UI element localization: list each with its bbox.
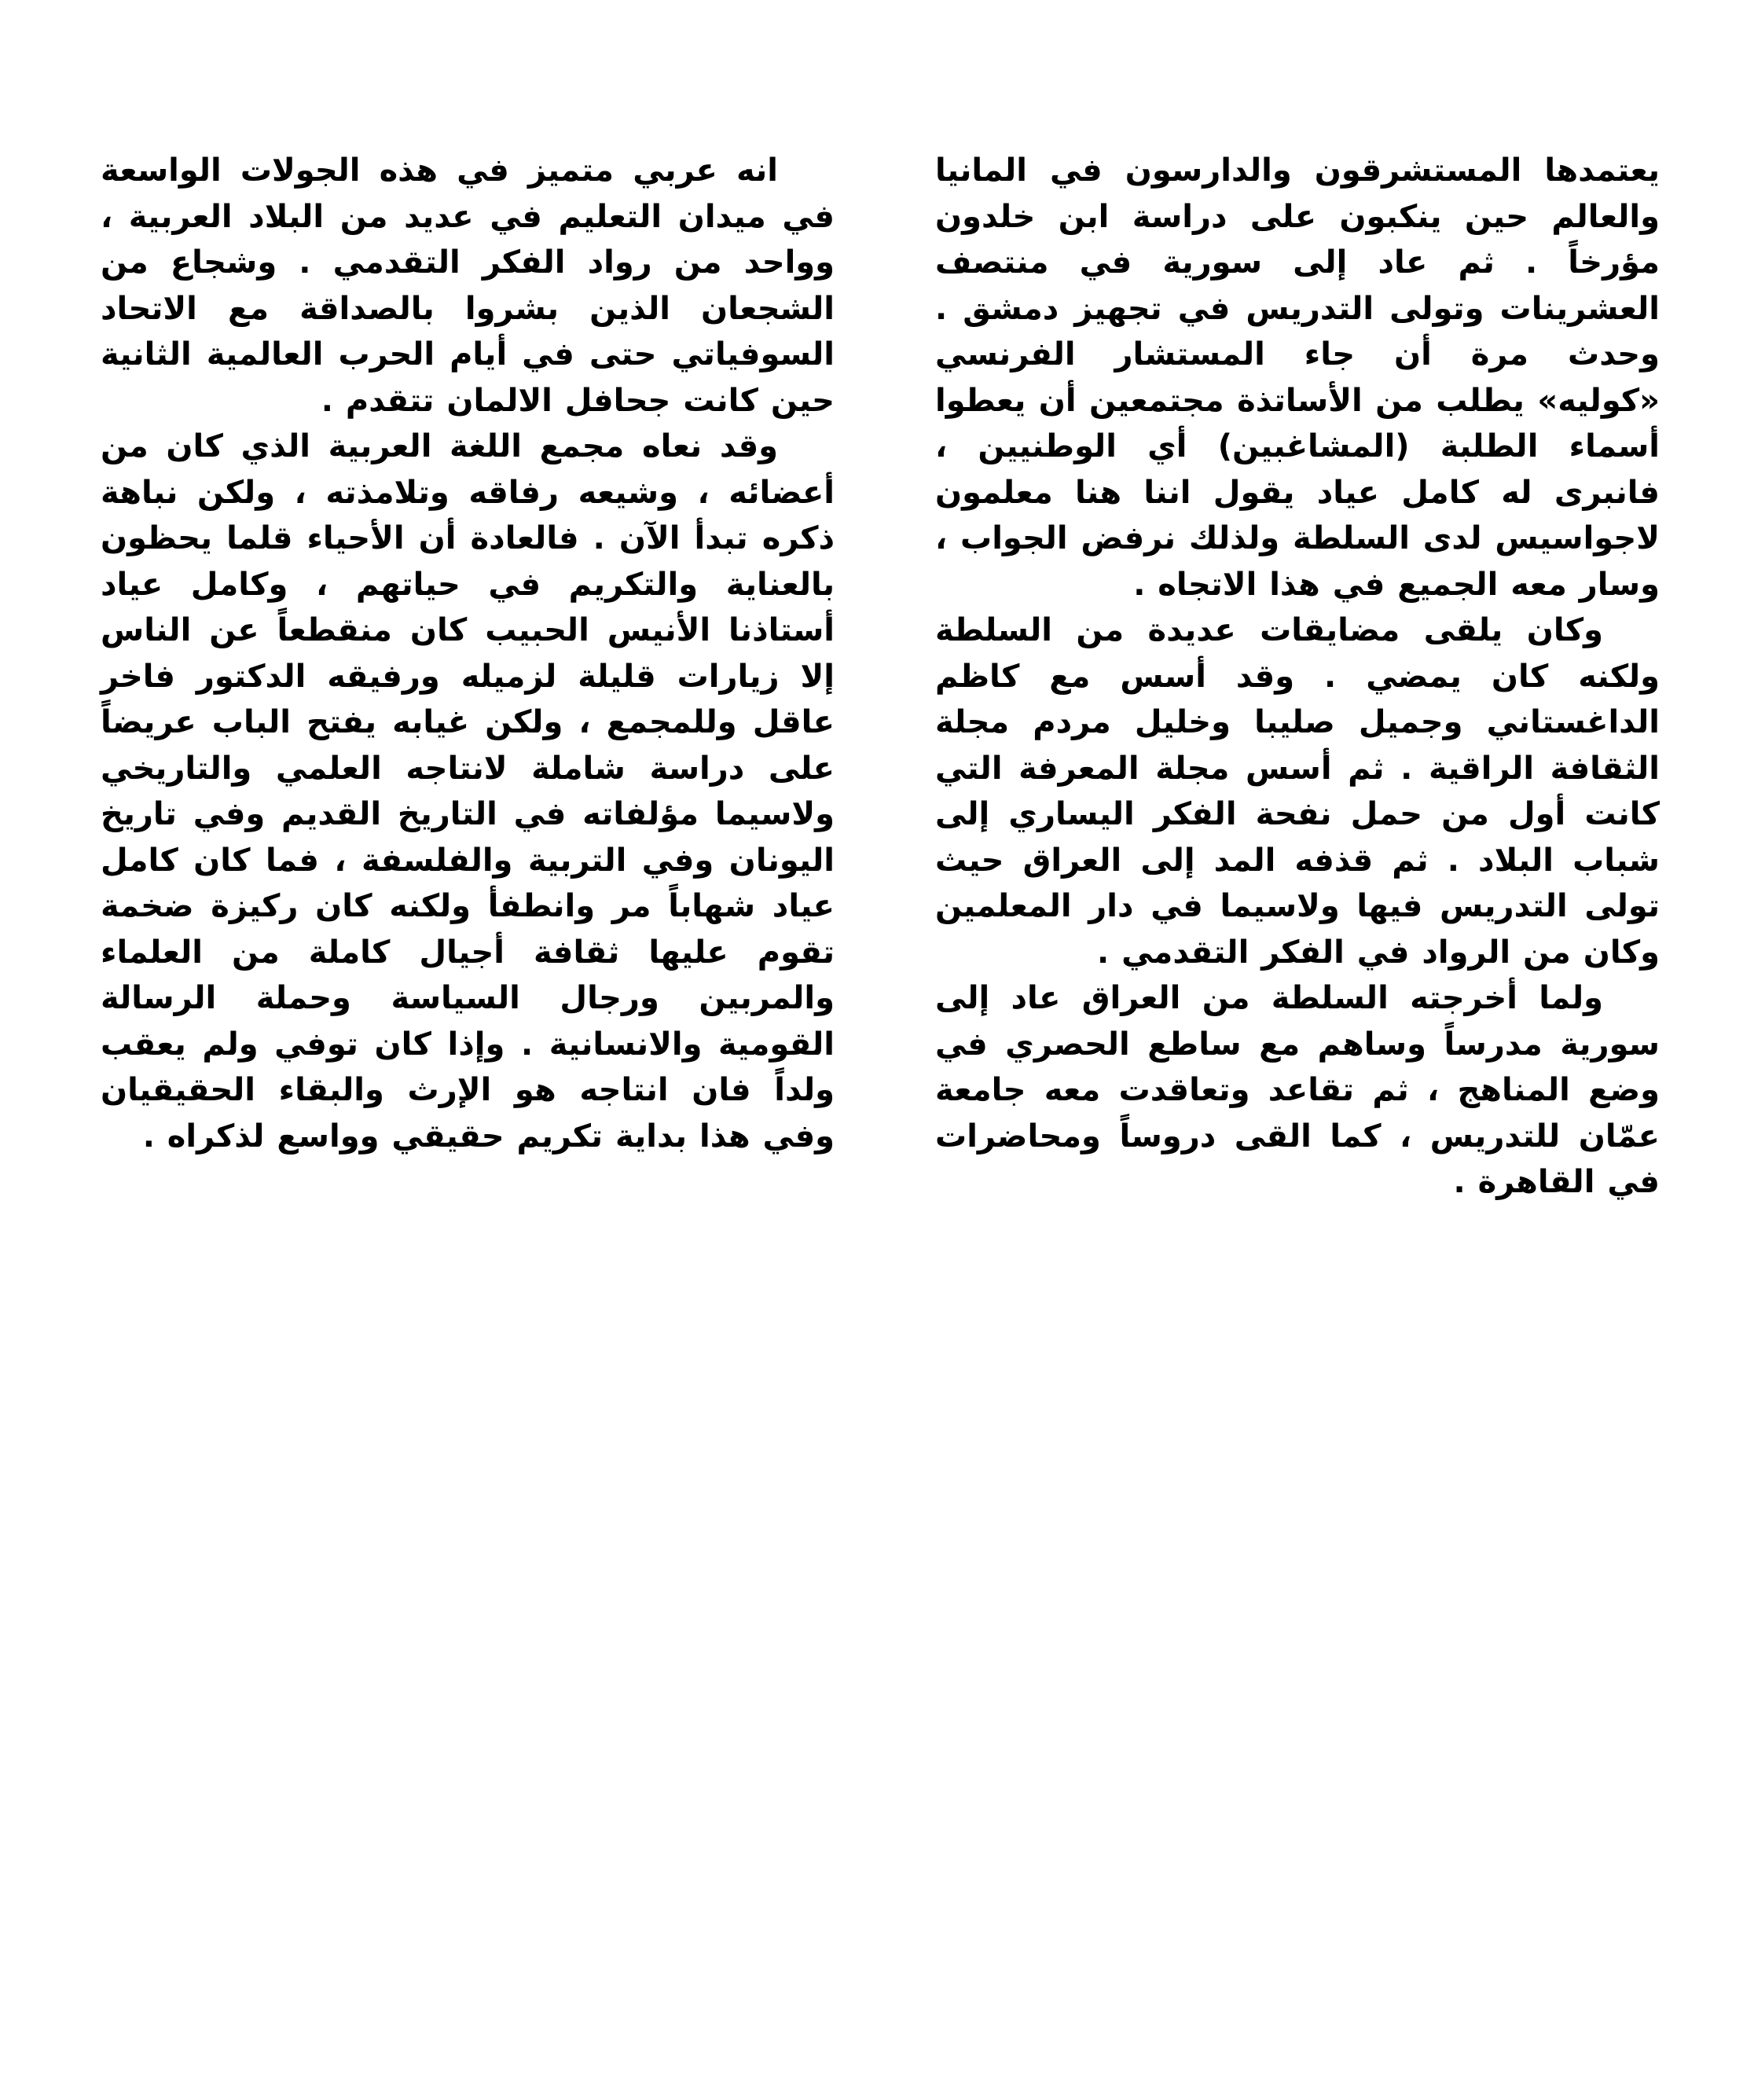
paragraph-left-1: انه عربي متميز في هذه الجولات الواسعة في ميدان التعليم في عديد من البلاد العربية ، وواحد من رواد الفكر التقدمي . وشجاع من الشجعان الذين بشروا بالصداقة مع الاتحاد السوفياتي حتى في أيام الحرب العالمية الثانية حين كانت جحافل الالمان تتقدم . — [101, 152, 835, 419]
paragraph-right-3: ولما أخرجته السلطة من العراق عاد إلى سورية مدرساً وساهم مع ساطع الحصري في وضع المناهج ، ثم تقاعد وتعاقدت معه جامعة عمّان للتدريس ، كما القى دروساً ومحاضرات في القاهرة . — [935, 980, 1660, 1200]
article-column-right — [935, 148, 1660, 1206]
paragraph-right-2: وكان يلقى مضايقات عديدة من السلطة ولكنه كان يمضي . وقد أسس مع كاظم الداغستاني وجميل صليبا وخليل مردم مجلة الثقافة الراقية . ثم أسس مجلة المعرفة التي كانت أول من حمل نفحة الفكر اليساري إلى شباب البلاد . ثم قذفه المد إلى العراق حيث تولى التدريس فيها ولاسيما في دار المعلمين وكان من الرواد في الفكر التقدمي . — [935, 612, 1660, 971]
article-column-left — [101, 148, 835, 1159]
paragraph-left-2: وقد نعاه مجمع اللغة العربية الذي كان من أعضائه ، وشيعه رفاقه وتلامذته ، ولكن نباهة ذكره تبدأ الآن . فالعادة أن الأحياء قلما يحظون بالعناية والتكريم في حياتهم ، وكامل عياد أستاذنا الأنيس الحبيب كان منقطعاً عن الناس إلا زيارات قليلة لزميله ورفيقه الدكتور فاخر عاقل وللمجمع ، ولكن غيابه يفتح الباب عريضاً على دراسة شاملة لانتاجه العلمي والتاريخي ولاسيما مؤلفاته في التاريخ القديم وفي تاريخ اليونان وفي التربية والفلسفة ، فما كان كامل عياد شهاباً مر وانطفأ ولكنه كان ركيزة ضخمة تقوم عليها ثقافة أجيال كاملة من العلماء والمربين ورجال السياسة وحملة الرسالة القومية والانسانية . وإذا كان توفي ولم يعقب ولداً فان انتاجه هو الإرث والبقاء الحقيقيان وفي هذا بداية تكريم حقيقي وواسع لذكراه . — [101, 428, 835, 1155]
paragraph-right-1: يعتمدها المستشرقون والدارسون في المانيا والعالم حين ينكبون على دراسة ابن خلدون مؤرخاً . ثم عاد إلى سورية في منتصف العشرينات وتولى التدريس في تجهيز دمشق . وحدث مرة أن جاء المستشار الفرنسي «كوليه» يطلب من الأساتذة مجتمعين أن يعطوا أسماء الطلبة (المشاغبين) أي الوطنيين ، فانبرى له كامل عياد يقول اننا هنا معلمون لاجواسيس لدى السلطة ولذلك نرفض الجواب ، وسار معه الجميع في هذا الاتجاه . — [935, 152, 1660, 603]
